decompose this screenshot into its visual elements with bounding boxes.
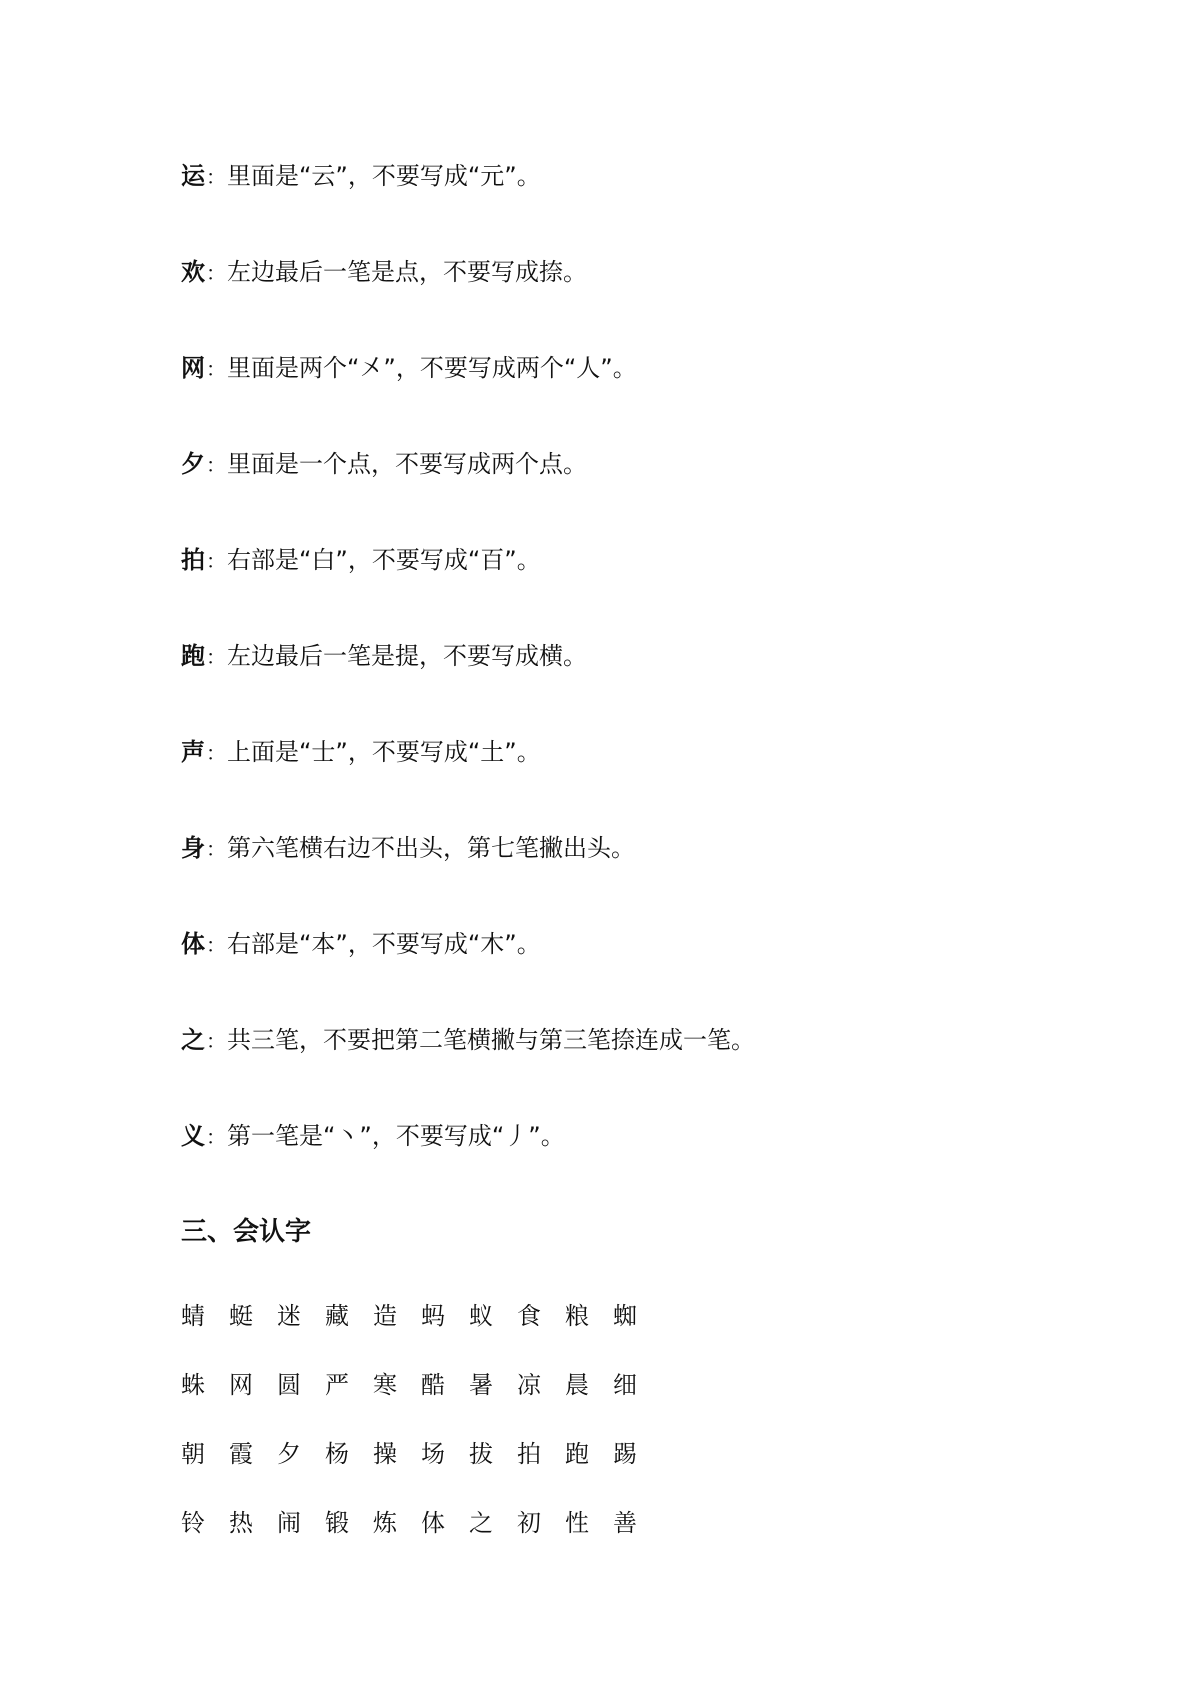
- rule-separator: ：: [206, 645, 226, 669]
- char-grid-cell: 藏: [325, 1302, 349, 1330]
- char-grid-cell: 凉: [517, 1371, 541, 1399]
- char-grid-cell: 操: [373, 1440, 397, 1468]
- char-grid-cell: 之: [469, 1509, 493, 1537]
- rule-item: [181, 128, 1191, 224]
- char-grid-row: [181, 1420, 1191, 1489]
- rule-text: 左边最后一笔是点，不要写成捺。: [227, 258, 587, 286]
- rule-separator: ：: [206, 741, 226, 765]
- char-grid-cell: 锻: [325, 1509, 349, 1537]
- char-grid-cell: 暑: [469, 1371, 493, 1399]
- rule-item: [181, 800, 1191, 896]
- char-grid-cell: 蚂: [421, 1302, 445, 1330]
- char-grid-cell: 网: [229, 1371, 253, 1399]
- rule-item: [181, 1088, 1191, 1184]
- rule-item: [181, 320, 1191, 416]
- char-grid-cell: 霞: [229, 1440, 253, 1468]
- char-grid-cell: 闹: [277, 1509, 301, 1537]
- rule-char: 义: [181, 1122, 205, 1150]
- rule-separator: ：: [206, 1125, 226, 1149]
- char-grid-cell: 拔: [469, 1440, 493, 1468]
- char-grid-cell: 细: [613, 1371, 637, 1399]
- char-grid-cell: 拍: [517, 1440, 541, 1468]
- rule-item: [181, 512, 1191, 608]
- rule-item: [181, 704, 1191, 800]
- rule-char: 声: [181, 738, 205, 766]
- rule-char: 跑: [181, 642, 205, 670]
- rule-separator: ：: [206, 453, 226, 477]
- rule-separator: ：: [206, 165, 226, 189]
- rule-text: 左边最后一笔是提，不要写成横。: [227, 642, 587, 670]
- char-grid-row: [181, 1282, 1191, 1351]
- char-grid-cell: 善: [613, 1509, 637, 1537]
- rule-text: 里面是两个“㐅”，不要写成两个“人”。: [227, 354, 637, 382]
- char-grid-cell: 炼: [373, 1509, 397, 1537]
- char-grid-cell: 严: [325, 1371, 349, 1399]
- rule-separator: ：: [206, 549, 226, 573]
- rule-char: 网: [181, 354, 205, 382]
- rule-text: 上面是“士”，不要写成“土”。: [227, 738, 541, 766]
- char-grid-cell: 性: [565, 1509, 589, 1537]
- char-grid-cell: 食: [517, 1302, 541, 1330]
- char-grid-cell: 跑: [565, 1440, 589, 1468]
- writing-rules-list: [181, 128, 1191, 1184]
- char-grid-cell: 粮: [565, 1302, 589, 1330]
- rule-separator: ：: [206, 261, 226, 285]
- rule-text: 右部是“本”，不要写成“木”。: [227, 930, 541, 958]
- char-grid-cell: 场: [421, 1440, 445, 1468]
- rule-separator: ：: [206, 1029, 226, 1053]
- rule-item: [181, 992, 1191, 1088]
- rule-text: 共三笔，不要把第二笔横撇与第三笔捺连成一笔。: [227, 1026, 755, 1054]
- char-grid-cell: 夕: [277, 1440, 301, 1468]
- char-grid-cell: 圆: [277, 1371, 301, 1399]
- char-grid-cell: 铃: [181, 1509, 205, 1537]
- rule-text: 右部是“白”，不要写成“百”。: [227, 546, 541, 574]
- recognize-chars-grid: [181, 1282, 1191, 1558]
- rule-char: 体: [181, 930, 205, 958]
- rule-char: 拍: [181, 546, 205, 574]
- rule-item: [181, 416, 1191, 512]
- char-grid-cell: 晨: [565, 1371, 589, 1399]
- rule-text: 第六笔横右边不出头，第七笔撇出头。: [227, 834, 635, 862]
- char-grid-cell: 朝: [181, 1440, 205, 1468]
- char-grid-cell: 热: [229, 1509, 253, 1537]
- char-grid-cell: 蛛: [181, 1371, 205, 1399]
- char-grid-cell: 造: [373, 1302, 397, 1330]
- section-heading: 三、会认字: [181, 1217, 312, 1247]
- char-grid-row: [181, 1351, 1191, 1420]
- char-grid-cell: 蚁: [469, 1302, 493, 1330]
- rule-char: 之: [181, 1026, 205, 1054]
- char-grid-cell: 蜘: [613, 1302, 637, 1330]
- char-grid-cell: 踢: [613, 1440, 637, 1468]
- char-grid-row: [181, 1489, 1191, 1558]
- rule-char: 运: [181, 162, 205, 190]
- rule-char: 身: [181, 834, 205, 862]
- rule-item: [181, 608, 1191, 704]
- rule-char: 夕: [181, 450, 205, 478]
- rule-item: [181, 224, 1191, 320]
- rule-separator: ：: [206, 837, 226, 861]
- char-grid-cell: 初: [517, 1509, 541, 1537]
- char-grid-cell: 蜻: [181, 1302, 205, 1330]
- rule-char: 欢: [181, 258, 205, 286]
- char-grid-cell: 蜓: [229, 1302, 253, 1330]
- char-grid-cell: 寒: [373, 1371, 397, 1399]
- char-grid-cell: 杨: [325, 1440, 349, 1468]
- char-grid-cell: 迷: [277, 1302, 301, 1330]
- rule-text: 第一笔是“丶”，不要写成“丿”。: [227, 1122, 565, 1150]
- rule-item: [181, 896, 1191, 992]
- rule-separator: ：: [206, 357, 226, 381]
- char-grid-cell: 体: [421, 1509, 445, 1537]
- char-grid-cell: 酷: [421, 1371, 445, 1399]
- rule-text: 里面是一个点，不要写成两个点。: [227, 450, 587, 478]
- rule-text: 里面是“云”，不要写成“元”。: [227, 162, 541, 190]
- rule-separator: ：: [206, 933, 226, 957]
